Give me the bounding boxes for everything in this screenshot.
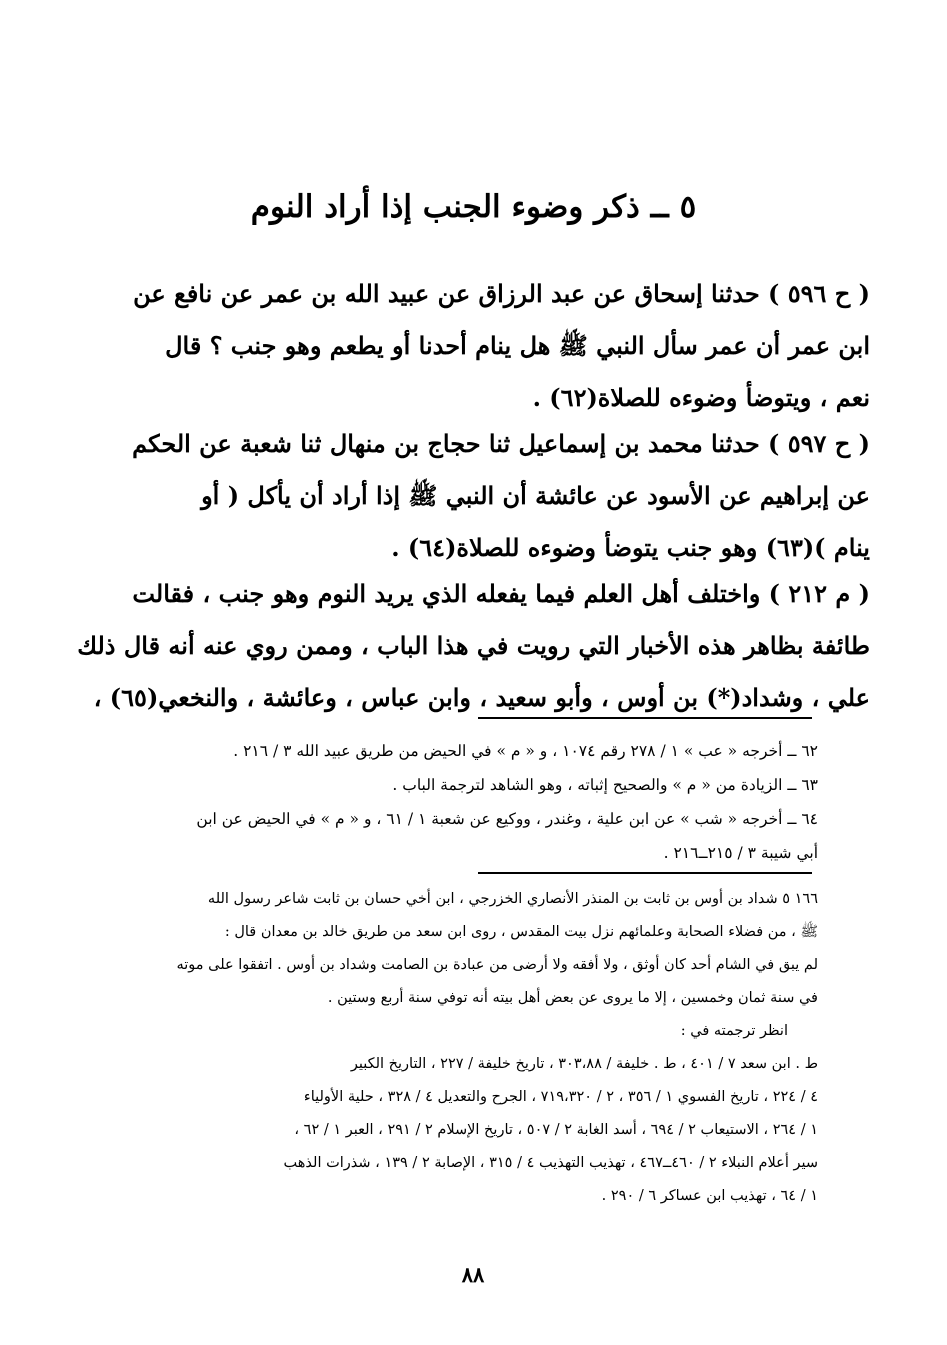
footnote-divider bbox=[478, 717, 812, 719]
footnote-63: ٦٣ ــ الزيادة من « م » والصحيح إثباته ، وهو الشاهد لترجمة الباب . bbox=[392, 776, 818, 794]
text-line: طائفة بظاهر هذه الأخبار التي رويت في هذا الباب ، وممن روي عنه أنه قال ذلك bbox=[77, 631, 870, 660]
biography-line: لم يبق في الشام أحد كان أوثق ، ولا أفقه ولا أرضى من عبادة بن الصامت وشداد بن أوس . اتفقوا على موته bbox=[176, 957, 818, 973]
reference-line: ط . ابن سعد ٧ / ٤٠١ ، ط . خليفة / ٣٠٣،٨٨ ، تاريخ خليفة / ٢٢٧ ، التاريخ الكبير bbox=[350, 1056, 818, 1072]
reference-line: سير أعلام النبلاء ٢ / ٤٦٠ــ٤٦٧ ، تهذيب التهذيب ٤ / ٣١٥ ، الإصابة ٢ / ١٣٩ ، شذرات الذهب bbox=[283, 1155, 818, 1171]
text-line: علي ، وشداد(*) بن أوس ، وأبو سعيد ، وابن عباس ، وعائشة ، والنخعي(٦٥) ، bbox=[93, 683, 870, 712]
hadith-597-paragraph bbox=[100, 418, 870, 574]
biography-line: في سنة ثمان وخمسين ، إلا ما يروى عن بعض أهل بيته أنه توفي سنة أربع وستين . bbox=[327, 990, 818, 1006]
hadith-596-paragraph bbox=[100, 268, 870, 424]
text-line: ينام )(٦٣) وهو جنب يتوضأ وضوءه للصلاة(٦٤) . bbox=[391, 533, 870, 562]
footnote-64-continued: أبي شيبة ٣ / ٢١٥ــ٢١٦ . bbox=[663, 844, 818, 862]
biography-line: ١٦٦ ٥ شداد بن أوس بن ثابت بن المنذر الأنصاري الخزرجي ، ابن أخي حسان بن ثابت شاعر رسول الله bbox=[207, 891, 818, 907]
text-line: عن إبراهيم عن الأسود عن عائشة أن النبي ﷺ إذا أراد أن يأكل ( أو bbox=[201, 481, 870, 510]
page-number: ٨٨ bbox=[461, 1262, 485, 1287]
biography-note bbox=[118, 883, 818, 1213]
biography-divider bbox=[478, 872, 812, 874]
text-line: ( ح ٥٩٦ ) حدثنا إسحاق عن عبد الرزاق عن عبيد الله بن عمر عن نافع عن bbox=[133, 279, 870, 308]
footnote-62: ٦٢ ــ أخرجه « عب » ١ / ٢٧٨ رقم ١٠٧٤ ، و « م » في الحيض من طريق عبيد الله ٣ / ٢١٦ . bbox=[233, 742, 818, 760]
footnote-64: ٦٤ ــ أخرجه « شب » عن ابن علية ، وغندر ، ووكيع عن شعبة ١ / ٦١ ، و « م » في الحيض عن ابن bbox=[196, 810, 818, 828]
text-line: ( ح ٥٩٧ ) حدثنا محمد بن إسماعيل ثنا حجاج بن منهال ثنا شعبة عن الحكم bbox=[132, 429, 870, 458]
reference-line: ١ / ٦٤ ، تهذيب ابن عساكر ٦ / ٢٩٠ . bbox=[601, 1188, 818, 1204]
biography-line: ﷺ ، من فضلاء الصحابة وعلمائهم نزل بيت المقدس ، روى ابن سعد من طريق خالد بن معدان قال : bbox=[224, 924, 818, 940]
reference-line: ١ / ٢٦٤ ، الاستيعاب ٢ / ٦٩٤ ، أسد الغابة ٢ / ٥٠٧ ، تاريخ الإسلام ٢ / ٢٩١ ، العبر ١ / ٦٢ ، bbox=[294, 1122, 818, 1138]
text-line: ( م ٢١٢ ) واختلف أهل العلم فيما يفعله الذي يريد النوم وهو جنب ، فقالت bbox=[132, 579, 870, 608]
text-line: ابن عمر أن عمر سأل النبي ﷺ هل ينام أحدنا أو يطعم وهو جنب ؟ قال bbox=[165, 331, 870, 360]
footnotes bbox=[118, 734, 818, 870]
reference-line: ٤ / ٢٢٤ ، تاريخ الفسوي ١ / ٣٥٦ ، ٢ / ٧١٩،٣٢٠ ، الجرح والتعديل ٤ / ٣٢٨ ، حلية الأولياء bbox=[303, 1089, 818, 1105]
see-also-label: انظر ترجمته في : bbox=[680, 1023, 788, 1039]
discussion-212-paragraph bbox=[77, 568, 870, 724]
chapter-title: ٥ ــ ذكر وضوء الجنب إذا أراد النوم bbox=[250, 189, 697, 225]
text-line: نعم ، ويتوضأ وضوءه للصلاة(٦٢) . bbox=[532, 383, 870, 412]
